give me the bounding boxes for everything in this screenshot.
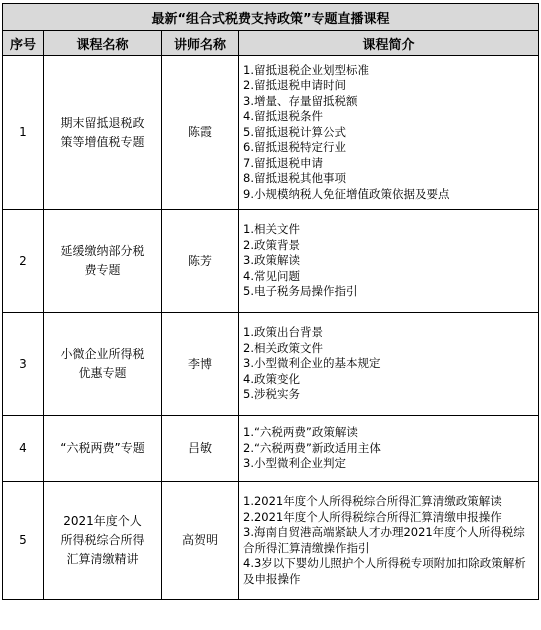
course-table bbox=[2, 3, 539, 600]
course-intro bbox=[239, 482, 539, 600]
intro-item: 5.留抵退税计算公式 bbox=[243, 124, 346, 139]
course-name: 2021年度个人所得税综合所得汇算清缴精讲 bbox=[44, 482, 162, 600]
header-course: 课程名称 bbox=[44, 31, 162, 56]
course-intro bbox=[239, 210, 539, 313]
table-row bbox=[3, 56, 539, 210]
teacher-name: 陈霞 bbox=[162, 56, 239, 210]
intro-item: 5.电子税务局操作指引 bbox=[243, 284, 358, 299]
table-row bbox=[3, 210, 539, 313]
intro-item: 1.“六税两费”政策解读 bbox=[243, 425, 358, 440]
intro-item: 1.相关文件 bbox=[243, 222, 300, 237]
intro-item: 1.2021年度个人所得税综合所得汇算清缴政策解读 bbox=[243, 494, 502, 508]
intro-item: 2.留抵退税申请时间 bbox=[243, 78, 346, 93]
course-name: 期末留抵退税政策等增值税专题 bbox=[44, 56, 162, 210]
intro-item: 7.留抵退税申请 bbox=[243, 155, 323, 170]
intro-item: 1.留抵退税企业划型标准 bbox=[243, 62, 369, 77]
header-intro: 课程简介 bbox=[239, 31, 539, 56]
intro-item: 4.常见问题 bbox=[243, 268, 300, 283]
teacher-name: 吕敏 bbox=[162, 416, 239, 482]
table-title: 最新“组合式税费支持政策”专题直播课程 bbox=[3, 4, 539, 31]
intro-item: 2.“六税两费”新政适用主体 bbox=[243, 440, 381, 455]
intro-item: 4.政策变化 bbox=[243, 371, 300, 386]
row-number: 2 bbox=[3, 210, 44, 313]
teacher-name: 高贺明 bbox=[162, 482, 239, 600]
table-row bbox=[3, 416, 539, 482]
row-number: 1 bbox=[3, 56, 44, 210]
course-name: 延缓缴纳部分税费专题 bbox=[44, 210, 162, 313]
intro-item: 6.留抵退税特定行业 bbox=[243, 140, 346, 155]
intro-item: 4.3岁以下婴幼儿照护个人所得税专项附加扣除政策解析及申报操作 bbox=[243, 556, 526, 586]
table-row bbox=[3, 313, 539, 416]
teacher-name: 陈芳 bbox=[162, 210, 239, 313]
header-teacher: 讲师名称 bbox=[162, 31, 239, 56]
intro-item: 1.政策出台背景 bbox=[243, 325, 323, 340]
intro-item: 2.政策背景 bbox=[243, 237, 300, 252]
course-name: 小微企业所得税优惠专题 bbox=[44, 313, 162, 416]
intro-item: 2.2021年度个人所得税综合所得汇算清缴申报操作 bbox=[243, 509, 502, 524]
course-name: “六税两费”专题 bbox=[44, 416, 162, 482]
intro-item: 3.小型微利企业判定 bbox=[243, 456, 346, 471]
intro-item: 9.小规模纳税人免征增值政策依据及要点 bbox=[243, 186, 450, 201]
course-intro bbox=[239, 56, 539, 210]
course-intro bbox=[239, 313, 539, 416]
row-number: 5 bbox=[3, 482, 44, 600]
teacher-name: 李博 bbox=[162, 313, 239, 416]
row-number: 3 bbox=[3, 313, 44, 416]
row-number: 4 bbox=[3, 416, 44, 482]
intro-item: 3.海南自贸港高端紧缺人才办理2021年度个人所得税综合所得汇算清缴操作指引 bbox=[243, 525, 525, 555]
intro-item: 8.留抵退税其他事项 bbox=[243, 171, 346, 186]
intro-item: 2.相关政策文件 bbox=[243, 340, 323, 355]
intro-item: 3.小型微利企业的基本规定 bbox=[243, 356, 381, 371]
course-intro bbox=[239, 416, 539, 482]
table-row bbox=[3, 482, 539, 600]
intro-item: 5.涉税实务 bbox=[243, 387, 300, 402]
intro-item: 3.政策解读 bbox=[243, 253, 300, 268]
intro-item: 3.增量、存量留抵税额 bbox=[243, 93, 358, 108]
intro-item: 4.留抵退税条件 bbox=[243, 109, 323, 124]
header-no: 序号 bbox=[3, 31, 44, 56]
